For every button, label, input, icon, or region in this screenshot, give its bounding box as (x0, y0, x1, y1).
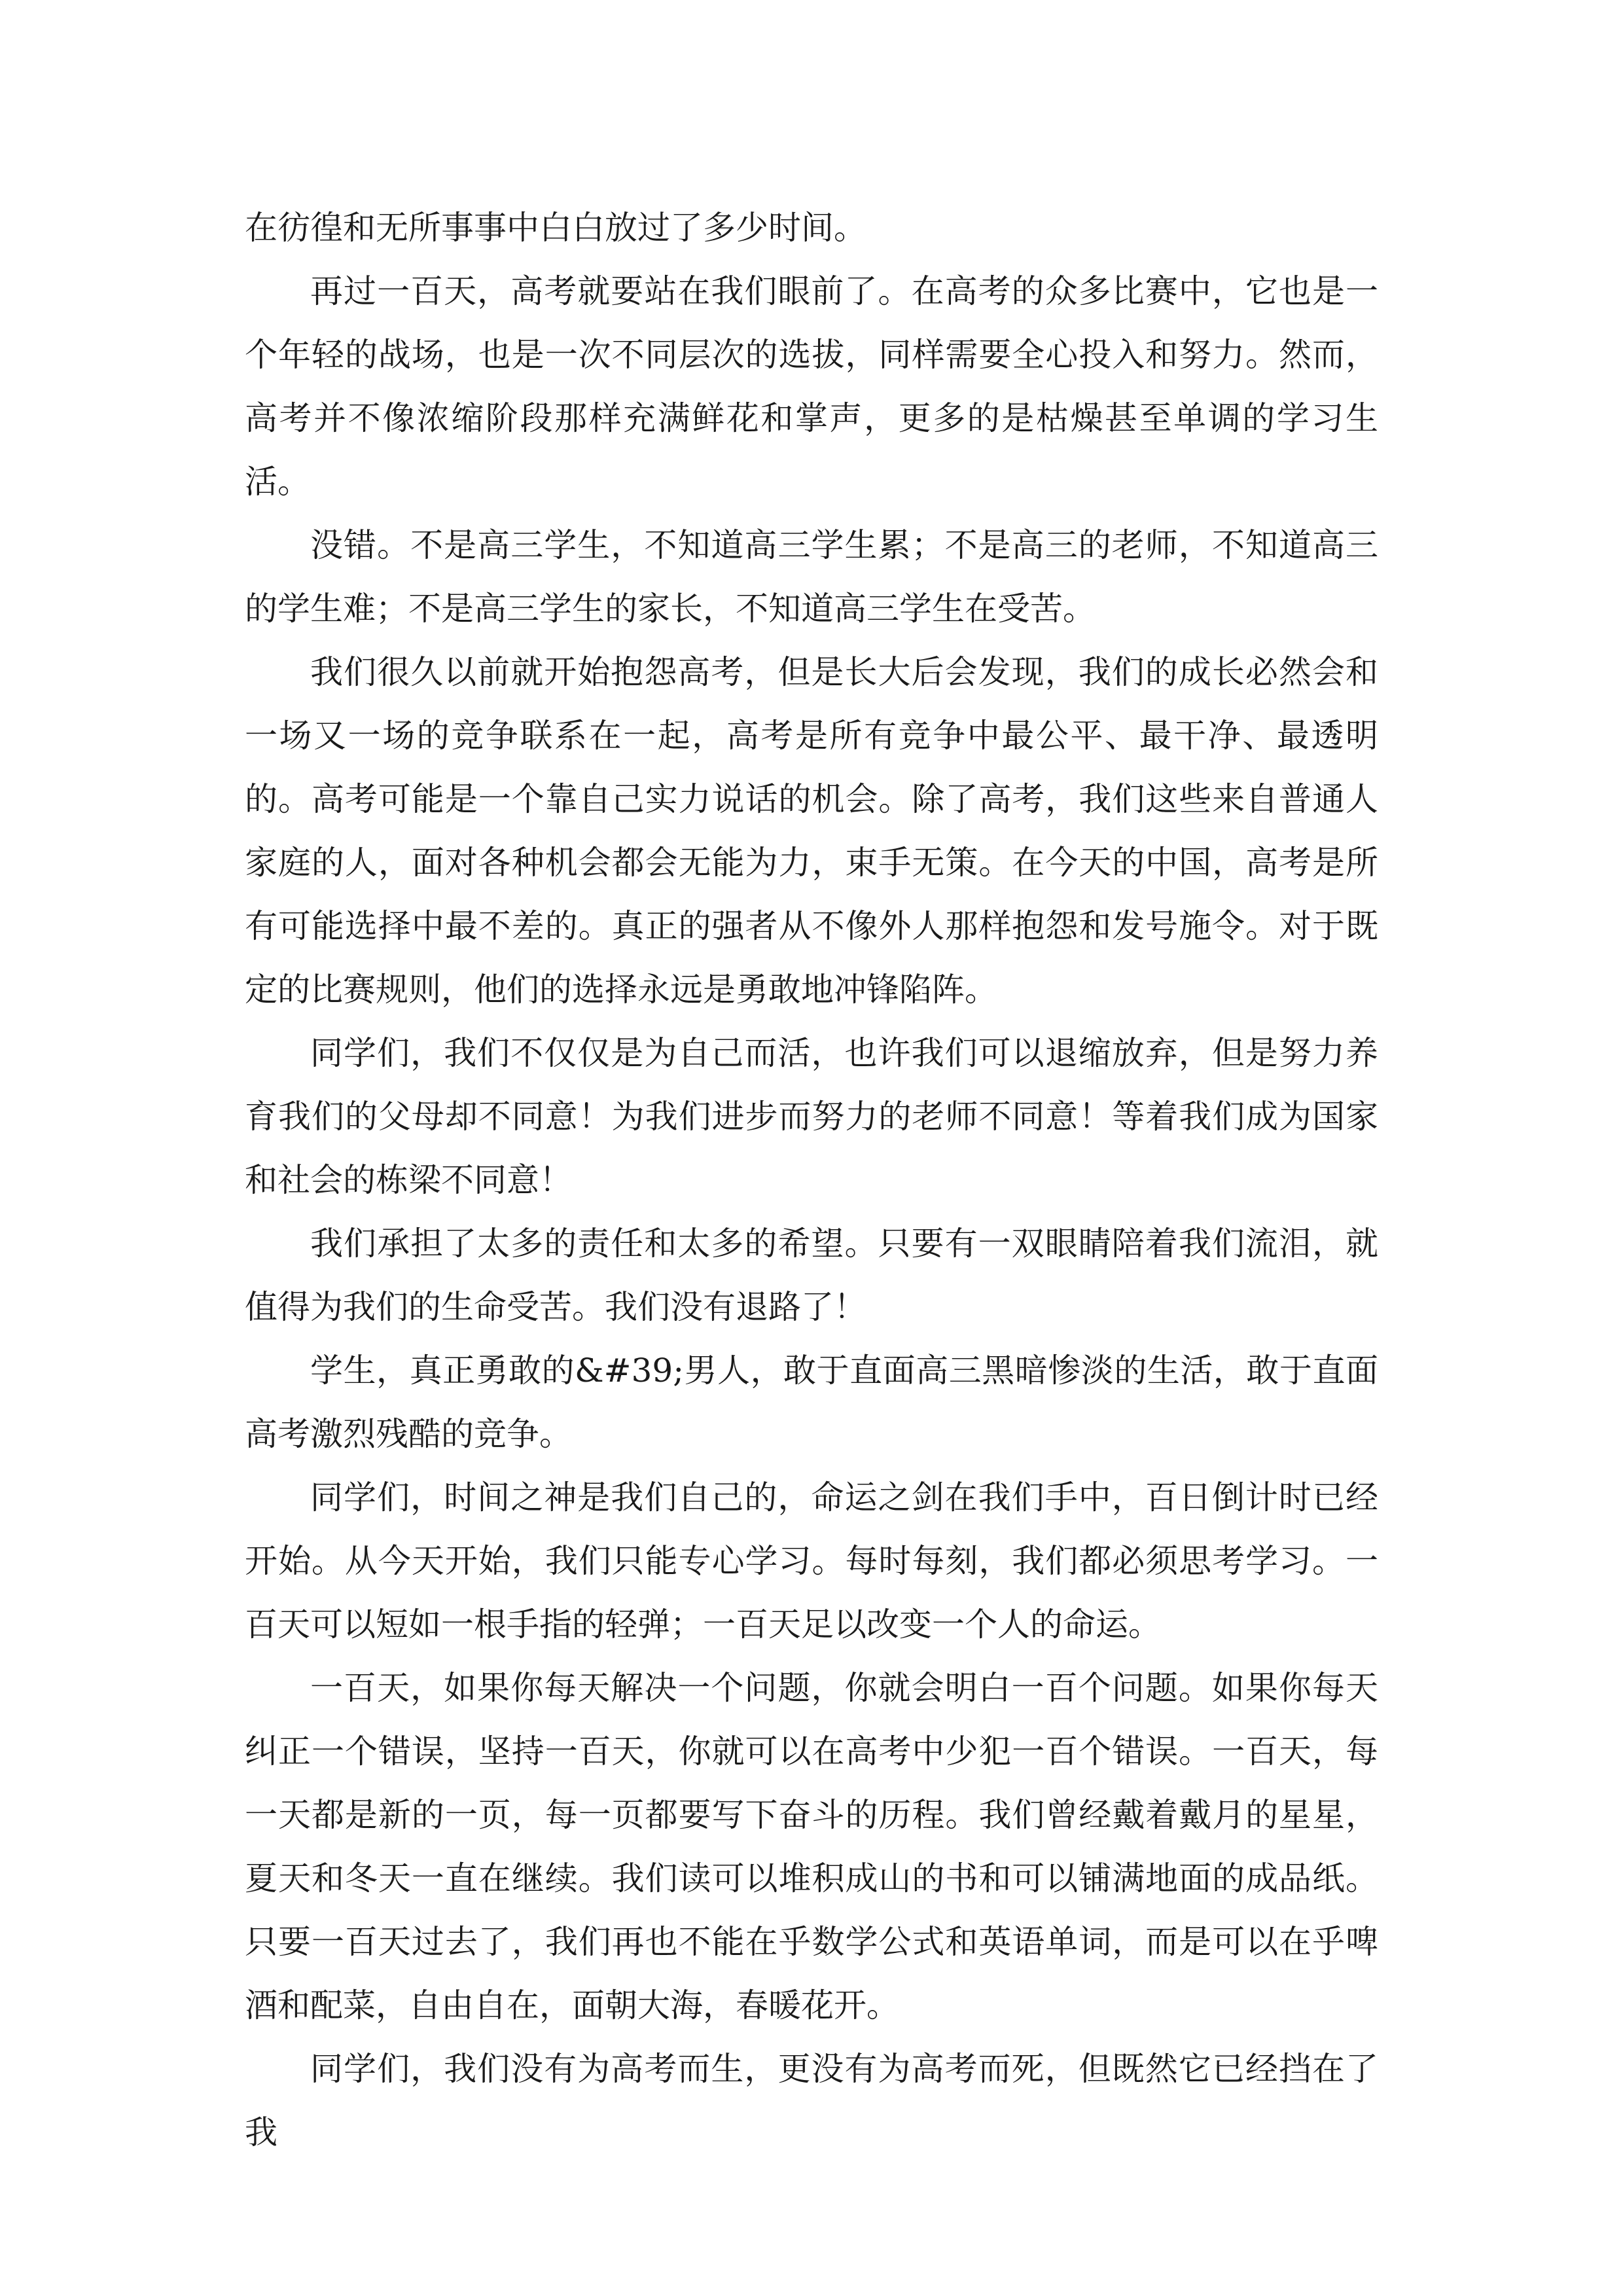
paragraph-8: 同学们，时间之神是我们自己的，命运之剑在我们手中，百日倒计时已经开始。从今天开始，我们只能专心学习。每时每刻，我们都必须思考学习。一百天可以短如一根手指的轻弹；一百天足以改变一个人的命运。 (245, 1479, 1378, 1643)
paragraph-9: 一百天，如果你每天解决一个问题，你就会明白一百个问题。如果你每天纠正一个错误，坚持一百天，你就可以在高考中少犯一百个错误。一百天，每一天都是新的一页，每一页都要写下奋斗的历程。我们曾经戴着戴月的星星，夏天和冬天一直在继续。我们读可以堆积成山的书和可以铺满地面的成品纸。只要一百天过去了，我们再也不能在乎数学公式和英语单词，而是可以在乎啤酒和配菜，自由自在，面朝大海，春暖花开。 (245, 1669, 1378, 2024)
paragraph-5: 同学们，我们不仅仅是为自己而活，也许我们可以退缩放弃，但是努力养育我们的父母却不同意！为我们进步而努力的老师不同意！等着我们成为国家和社会的栋梁不同意！ (245, 1034, 1378, 1199)
document-body (245, 196, 1378, 2164)
paragraph-7: 学生，真正勇敢的&#39;男人，敢于直面高三黑暗惨淡的生活，敢于直面高考激烈残酷的竞争。 (245, 1352, 1378, 1453)
paragraph-3: 没错。不是高三学生，不知道高三学生累；不是高三的老师，不知道高三的学生难；不是高三学生的家长，不知道高三学生在受苦。 (245, 526, 1378, 628)
paragraph-2: 再过一百天，高考就要站在我们眼前了。在高考的众多比赛中，它也是一个年轻的战场，也是一次不同层次的选拔，同样需要全心投入和努力。然而，高考并不像浓缩阶段那样充满鲜花和掌声，更多的是枯燥甚至单调的学习生活。 (245, 272, 1378, 501)
paragraph-10: 同学们，我们没有为高考而生，更没有为高考而死，但既然它已经挡在了我 (245, 2050, 1378, 2151)
paragraph-1: 在彷徨和无所事事中白白放过了多少时间。 (245, 209, 866, 247)
paragraph-4: 我们很久以前就开始抱怨高考，但是长大后会发现，我们的成长必然会和一场又一场的竞争联系在一起，高考是所有竞争中最公平、最干净、最透明的。高考可能是一个靠自己实力说话的机会。除了高考，我们这些来自普通人家庭的人，面对各种机会都会无能为力，束手无策。在今天的中国，高考是所有可能选择中最不差的。真正的强者从不像外人那样抱怨和发号施令。对于既定的比赛规则，他们的选择永远是勇敢地冲锋陷阵。 (245, 653, 1378, 1009)
paragraph-6: 我们承担了太多的责任和太多的希望。只要有一双眼睛陪着我们流泪，就值得为我们的生命受苦。我们没有退路了！ (245, 1225, 1378, 1326)
